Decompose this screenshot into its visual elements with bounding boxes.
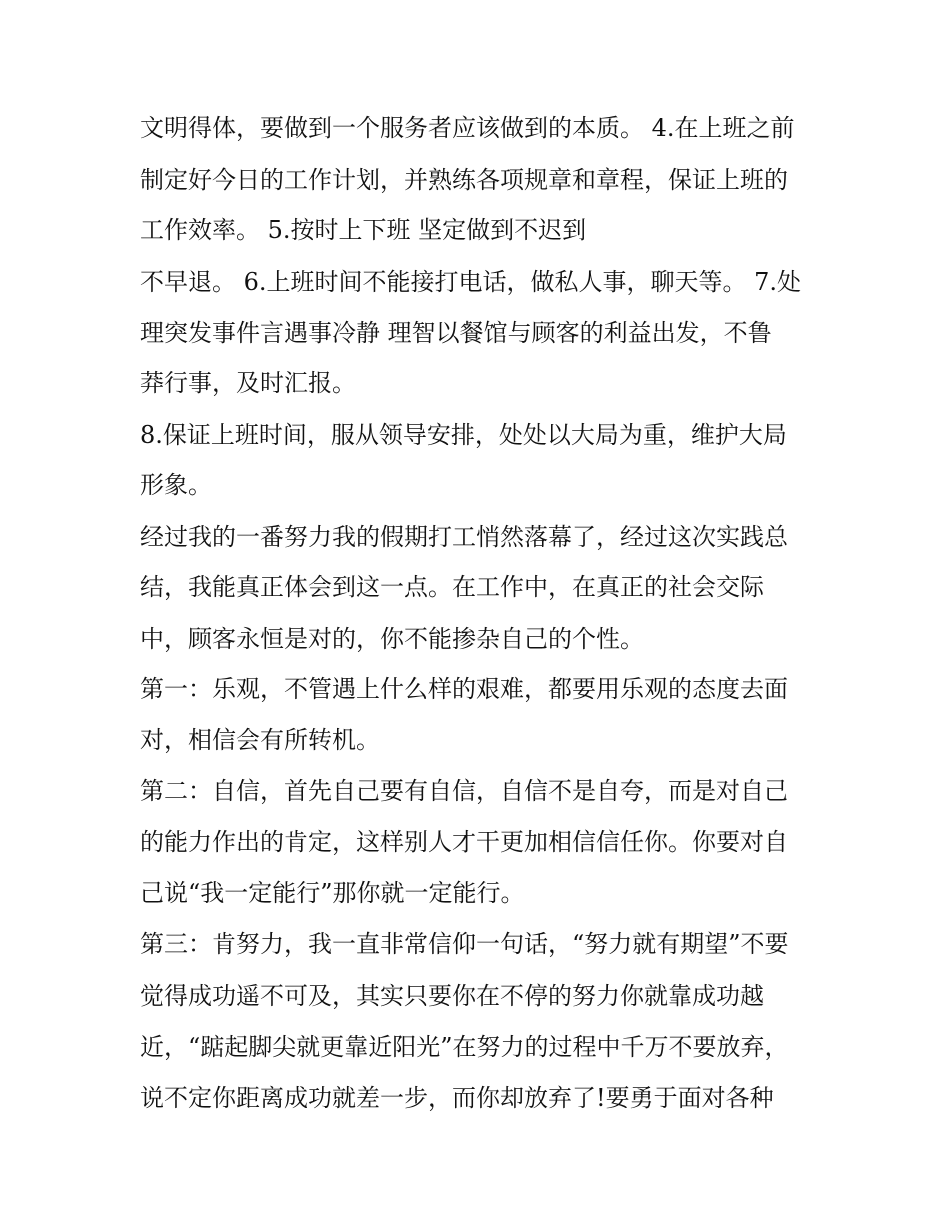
text-line-18: 觉得成功遥不可及，其实只要你在不停的努力你就靠成功越 — [140, 982, 764, 1010]
text-line-15: 的能力作出的肯定，这样别人才干更加相信信任你。你要对自 — [140, 828, 788, 856]
text-line-19: 近，“踮起脚尖就更靠近阳光”在努力的过程中千万不要放弃， — [140, 1033, 789, 1061]
text-line-4: 不早退。 6.上班时间不能接打电话，做私人事，聊天等。 7.处 — [140, 268, 802, 296]
text-line-10: 结，我能真正体会到这一点。在工作中，在真正的社会交际 — [140, 573, 764, 601]
text-line-17: 第三：肯努力，我一直非常信仰一句话，“努力就有期望”不要 — [140, 930, 789, 958]
text-line-14: 第二：自信，首先自己要有自信，自信不是自夸，而是对自己 — [140, 777, 788, 805]
text-line-7: 8.保证上班时间，服从领导安排，处处以大局为重，维护大局 — [140, 421, 787, 449]
text-line-5: 理突发事件言遇事冷静 理智以餐馆与顾客的利益出发，不鲁 — [140, 319, 772, 347]
text-line-16: 己说“我一定能行”那你就一定能行。 — [140, 879, 525, 907]
text-line-8: 形象。 — [140, 471, 212, 499]
text-line-12: 第一：乐观，不管遇上什么样的艰难，都要用乐观的态度去面 — [140, 675, 788, 703]
text-line-20: 说不定你距离成功就差一步，而你却放弃了!要勇于面对各种 — [140, 1084, 774, 1112]
text-line-1: 文明得体，要做到一个服务者应该做到的本质。 4.在上班之前 — [140, 114, 795, 142]
text-line-6: 莽行事，及时汇报。 — [140, 369, 356, 397]
text-line-9: 经过我的一番努力我的假期打工悄然落幕了，经过这次实践总 — [140, 523, 788, 551]
text-line-11: 中，顾客永恒是对的，你不能掺杂自己的个性。 — [140, 625, 644, 653]
text-line-3: 工作效率。 5.按时上下班 坚定做到不迟到 — [140, 216, 587, 244]
text-line-2: 制定好今日的工作计划，并熟练各项规章和章程，保证上班的 — [140, 166, 788, 194]
text-line-13: 对，相信会有所转机。 — [140, 726, 380, 754]
